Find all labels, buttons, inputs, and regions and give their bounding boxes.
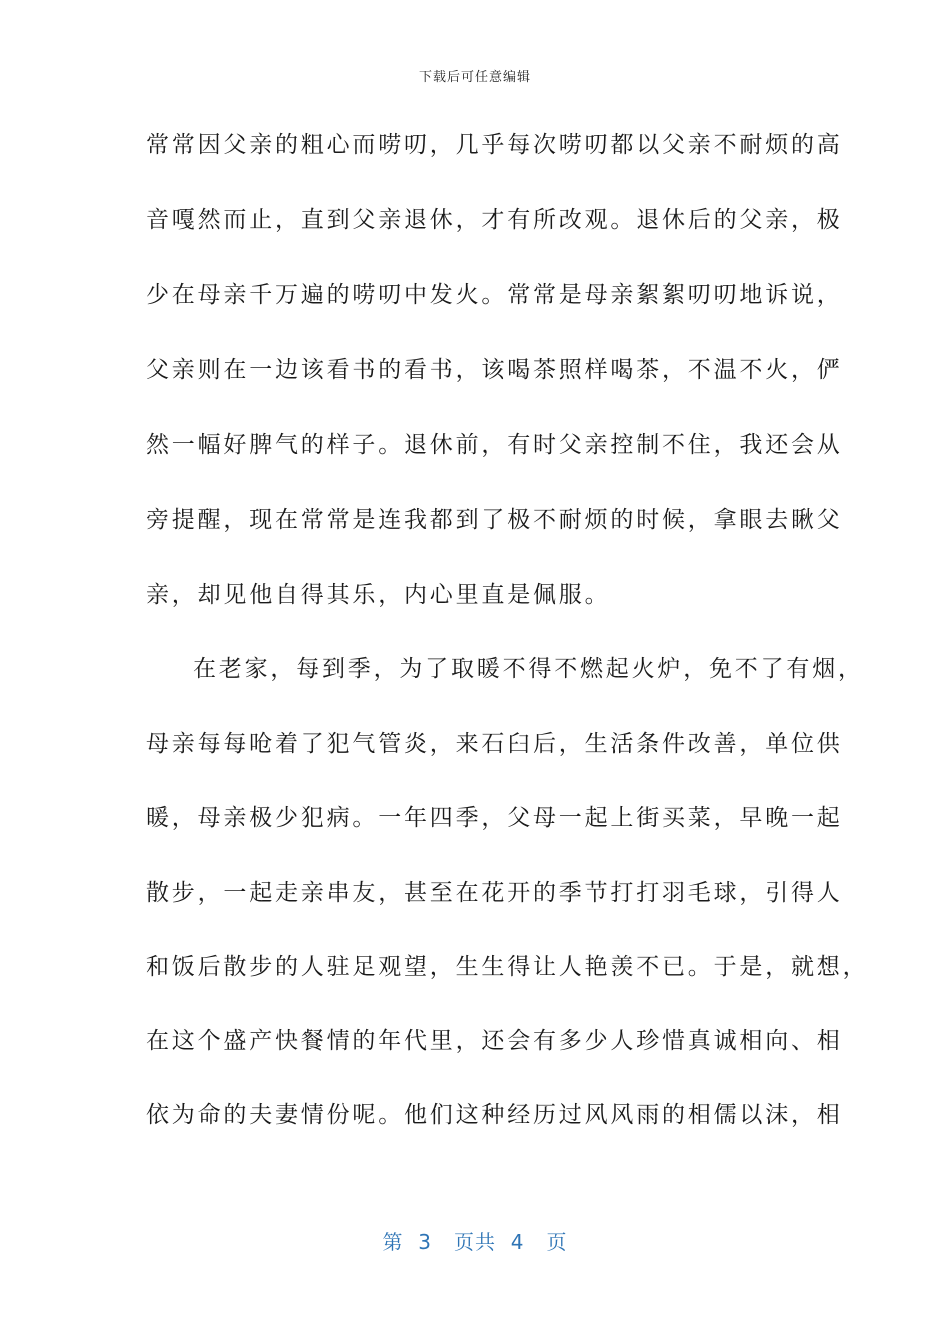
text-line: 散步，一起走亲串友，甚至在花开的季节打打羽毛球，引得人	[146, 880, 843, 906]
text-line: 父亲则在一边该看书的看书，该喝茶照样喝茶，不温不火，俨	[146, 357, 843, 383]
page-number-footer: 第 3 页共 4 页	[382, 1230, 568, 1254]
text-line: 在这个盛产快餐情的年代里，还会有多少人珍惜真诚相向、相	[146, 1028, 843, 1054]
page-header: 下载后可任意编辑	[418, 70, 531, 85]
text-line: 亲，却见他自得其乐，内心里直是佩服。	[146, 582, 611, 608]
text-line: 依为命的夫妻情份呢。他们这种经历过风风雨的相儒以沫，相	[146, 1102, 843, 1128]
text-line: 然一幅好脾气的样子。退休前，有时父亲控制不住，我还会从	[146, 432, 843, 458]
text-line: 音嘎然而止，直到父亲退休，才有所改观。退休后的父亲，极	[146, 207, 843, 233]
text-line: 常常因父亲的粗心而唠叨，几乎每次唠叨都以父亲不耐烦的高	[146, 132, 843, 158]
text-line: 旁提醒，现在常常是连我都到了极不耐烦的时候，拿眼去瞅父	[146, 507, 843, 533]
text-line: 和饭后散步的人驻足观望，生生得让人艳羡不已。于是，就想，	[146, 954, 869, 980]
text-line: 少在母亲千万遍的唠叨中发火。常常是母亲絮絮叨叨地诉说，	[146, 282, 843, 308]
text-line: 母亲每每呛着了犯气管炎，来石臼后，生活条件改善，单位供	[146, 731, 843, 757]
text-line: 暖，母亲极少犯病。一年四季，父母一起上街买菜，早晚一起	[146, 805, 843, 831]
paragraph-first-line: 在老家，每到季，为了取暖不得不燃起火炉，免不了有烟，	[193, 656, 864, 682]
